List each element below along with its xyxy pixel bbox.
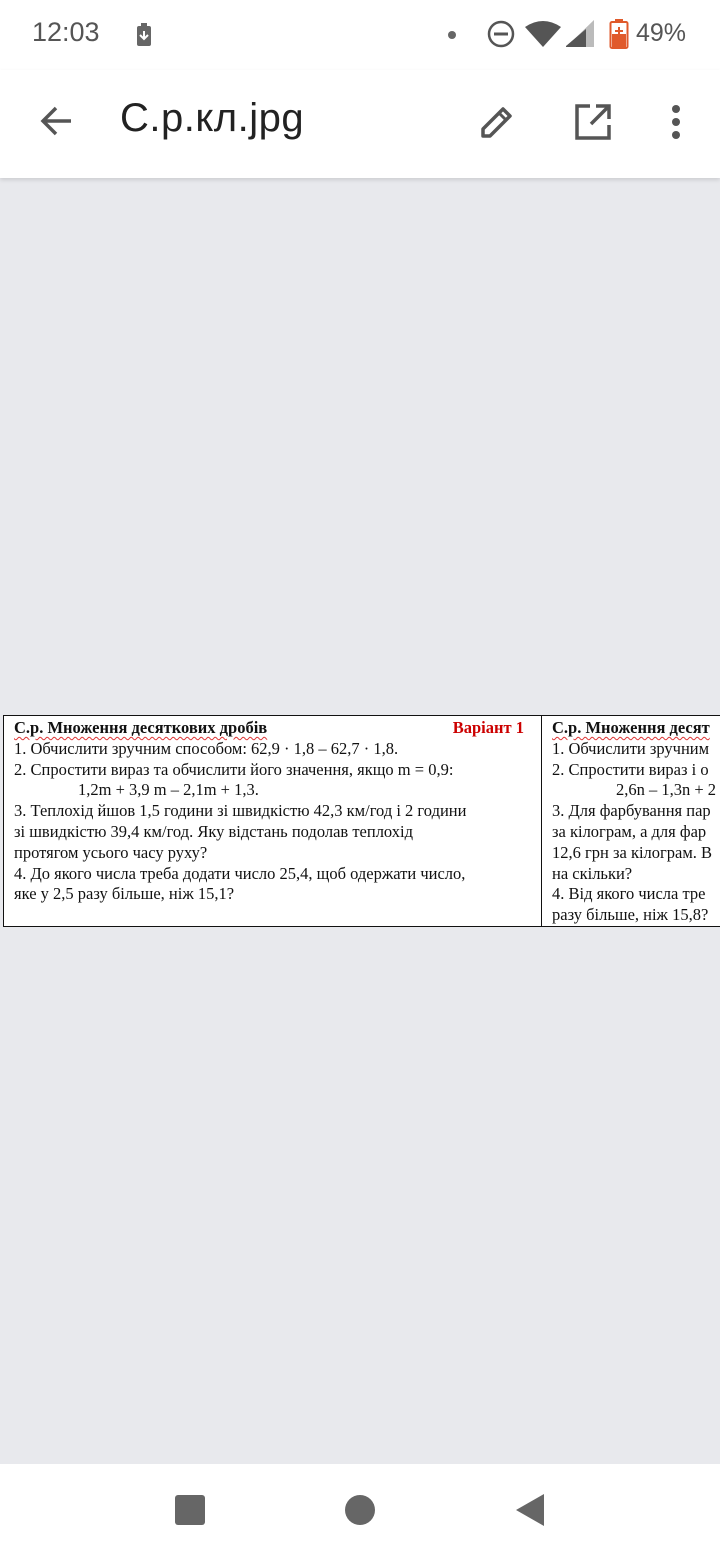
back-button[interactable] [30,96,84,150]
image-viewer[interactable] [0,178,720,1464]
variant-label: Варіант 1 [452,718,524,737]
more-options-button[interactable] [652,97,700,151]
recents-button[interactable] [166,1488,214,1536]
doc-line: 4. Від якого числа тре [552,884,706,904]
pencil-icon [478,103,516,146]
do-not-disturb-icon [486,19,516,54]
doc-line: 12,6 грн за кілограм. В [552,842,713,862]
doc-line: 1. Обчислити зручним способом: 62,9 · 1,8 – 62,7 · 1,8. [14,738,399,758]
more-vert-icon [671,104,681,145]
doc-line: протягом усього часу руху? [14,842,208,862]
signal-icon [566,20,596,53]
status-time: 12:03 [32,17,100,47]
app-bar [0,70,720,178]
doc-line: 1,2m + 3,9 m – 2,1m + 1,3. [78,780,259,800]
doc-line: 3. Теплохід йшов 1,5 години зі швидкістю 42,3 км/год і 2 години [14,801,467,821]
home-circle-icon [344,1494,376,1531]
doc-line: 2. Спростити вираз і о [552,759,709,779]
recents-square-icon [174,1494,206,1531]
doc-line: на скільки? [552,863,633,883]
navigation-bar [0,1464,720,1560]
doc-line: 4. До якого числа треба додати число 25,4, щоб одержати число, [14,863,466,883]
wifi-icon [525,20,561,53]
doc-line: зі швидкістю 39,4 км/год. Яку відстань подолав теплохід [14,821,413,841]
open-in-app-button[interactable] [566,97,620,151]
doc-line: 1. Обчислити зручним [552,738,710,758]
battery-percent: 49% [635,19,686,47]
file-title: С.р.кл.jpg [120,96,305,140]
doc-heading: С.р. Множення десят [552,718,710,737]
variant-2-column [542,716,720,927]
back-arrow-icon [40,104,74,143]
document-image[interactable] [3,715,720,927]
open-external-icon [574,103,612,146]
doc-line: яке у 2,5 разу більше, ніж 15,1? [14,884,235,904]
doc-line: за кілограм, а для фар [552,821,707,841]
doc-line: разу більше, ніж 15,8? [552,905,709,925]
status-bar [0,0,720,70]
home-button[interactable] [336,1488,384,1536]
doc-line: 2. Спростити вираз та обчислити його значення, якщо m = 0,9: [14,759,454,779]
doc-heading: С.р. Множення десяткових дробів [14,718,268,737]
edit-button[interactable] [470,97,524,151]
variant-1-column [4,716,542,927]
download-icon [134,22,154,53]
back-triangle-icon [514,1493,546,1532]
battery-icon [609,19,629,54]
dot-icon [446,28,458,46]
doc-line: 3. Для фарбування пар [552,801,711,821]
doc-line: 2,6n – 1,3n + 2 [616,780,717,800]
nav-back-button[interactable] [506,1488,554,1536]
